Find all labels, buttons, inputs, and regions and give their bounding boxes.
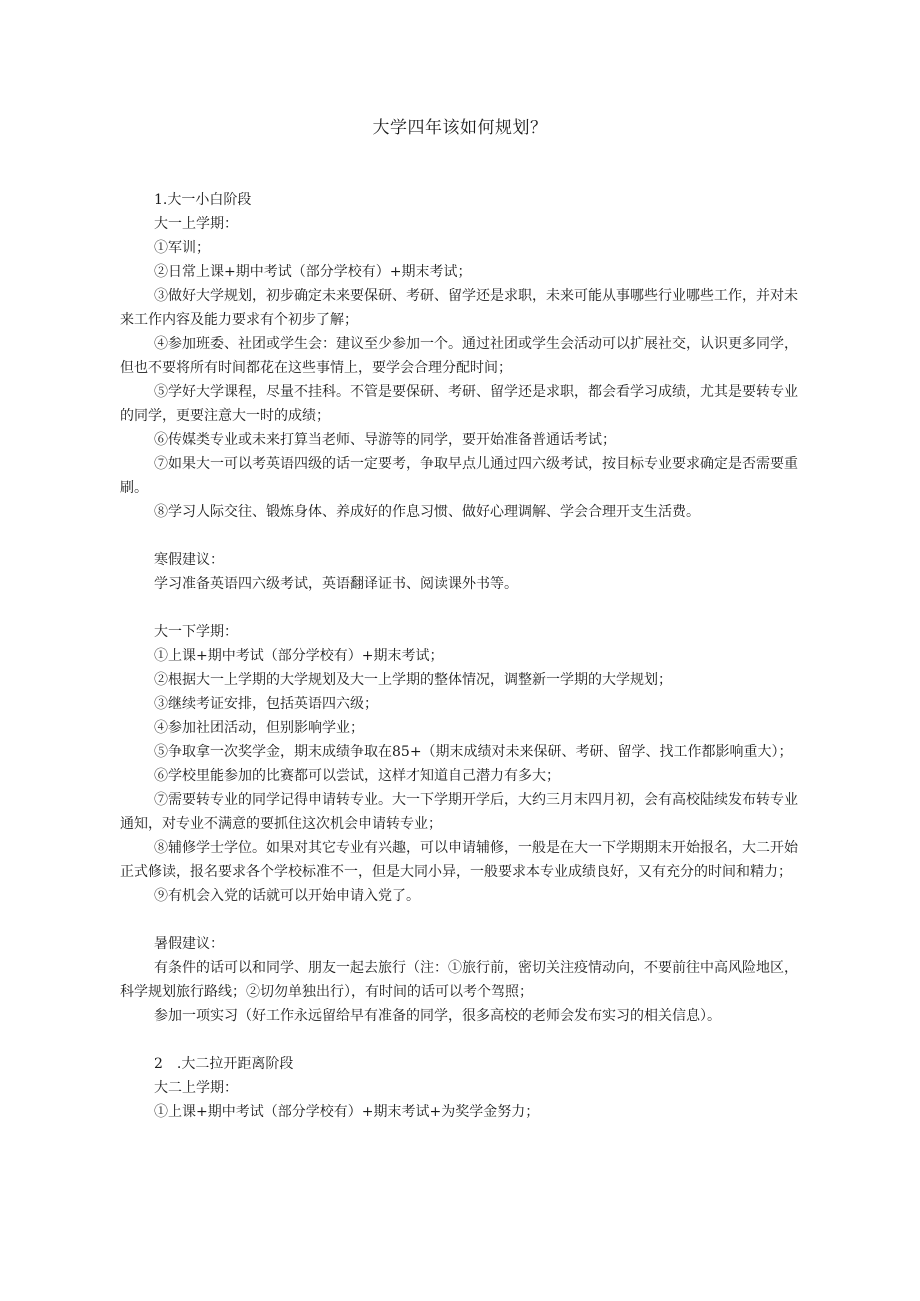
paragraph: ⑤学好大学课程，尽量不挂科。不管是要保研、考研、留学还是求职，都会看学习成绩，尤其是要转专业的同学，更要注意大一时的成绩；	[120, 384, 798, 424]
paragraph: ①上课+期中考试（部分学校有）+期末考试+为奖学金努力；	[154, 1104, 540, 1120]
paragraph-spacer	[120, 908, 800, 932]
paragraph: ⑦如果大一可以考英语四级的话一定要考，争取早点儿通过四六级考试，按目标专业要求确定是否需要重刷。	[120, 456, 798, 496]
paragraph: ③做好大学规划，初步确定未来要保研、考研、留学还是求职，未来可能从事哪些行业哪些工作，并对未来工作内容及能力要求有个初步了解；	[120, 288, 798, 328]
paragraph: ①军训；	[154, 240, 210, 256]
paragraph: 寒假建议：	[154, 552, 224, 568]
paragraph: ②根据大一上学期的大学规划及大一上学期的整体情况，调整新一学期的大学规划；	[154, 672, 672, 688]
paragraph: ⑧学习人际交往、锻炼身体、养成好的作息习惯、做好心理调解、学会合理开支生活费。	[154, 504, 700, 520]
paragraph: 1.大一小白阶段	[154, 192, 252, 208]
paragraph: ⑤争取拿一次奖学金，期末成绩争取在85+（期末成绩对未来保研、考研、留学、找工作都影响重大）；	[154, 744, 793, 760]
paragraph: ⑧辅修学士学位。如果对其它专业有兴趣，可以申请辅修，一般是在大一下学期期末开始报名，大二开始正式修读，报名要求各个学校标准不一，但是大同小异，一般要求本专业成绩良好，又有充分的时间和精力；	[120, 840, 798, 880]
paragraph-spacer	[120, 596, 800, 620]
paragraph: ③继续考证安排，包括英语四六级；	[154, 696, 378, 712]
paragraph-spacer	[120, 1028, 800, 1052]
paragraph: ⑨有机会入党的话就可以开始申请入党了。	[154, 888, 420, 904]
paragraph: ⑦需要转专业的同学记得申请转专业。大一下学期开学后，大约三月末四月初，会有高校陆续发布转专业通知，对专业不满意的要抓住这次机会申请转专业；	[120, 792, 798, 832]
paragraph: 暑假建议：	[154, 936, 224, 952]
document-title: 大学四年该如何规划？	[372, 118, 548, 138]
paragraph: ⑥传媒类专业或未来打算当老师、导游等的同学，要开始准备普通话考试；	[154, 432, 616, 448]
document-body	[120, 188, 800, 1124]
paragraph: 2 .大二拉开距离阶段	[154, 1056, 294, 1072]
paragraph: 有条件的话可以和同学、朋友一起去旅行（注：①旅行前，密切关注疫情动向，不要前往中高风险地区，科学规划旅行路线；②切勿单独出行），有时间的话可以考个驾照；	[120, 960, 798, 1000]
paragraph: ①上课+期中考试（部分学校有）+期末考试；	[154, 648, 444, 664]
paragraph-spacer	[120, 524, 800, 548]
paragraph: 大一上学期：	[154, 216, 238, 232]
paragraph: 大二上学期：	[154, 1080, 238, 1096]
paragraph: ⑥学校里能参加的比赛都可以尝试，这样才知道自己潜力有多大；	[154, 768, 560, 784]
paragraph: ④参加班委、社团或学生会：建议至少参加一个。通过社团或学生会活动可以扩展社交，认识更多同学，但也不要将所有时间都花在这些事情上，要学会合理分配时间；	[120, 336, 798, 376]
paragraph: 参加一项实习（好工作永远留给早有准备的同学，很多高校的老师会发布实习的相关信息）。	[154, 1008, 721, 1024]
paragraph: ④参加社团活动，但别影响学业；	[154, 720, 364, 736]
paragraph: 学习准备英语四六级考试，英语翻译证书、阅读课外书等。	[154, 576, 518, 592]
paragraph: 大一下学期：	[154, 624, 238, 640]
paragraph: ②日常上课+期中考试（部分学校有）+期末考试；	[154, 264, 472, 280]
